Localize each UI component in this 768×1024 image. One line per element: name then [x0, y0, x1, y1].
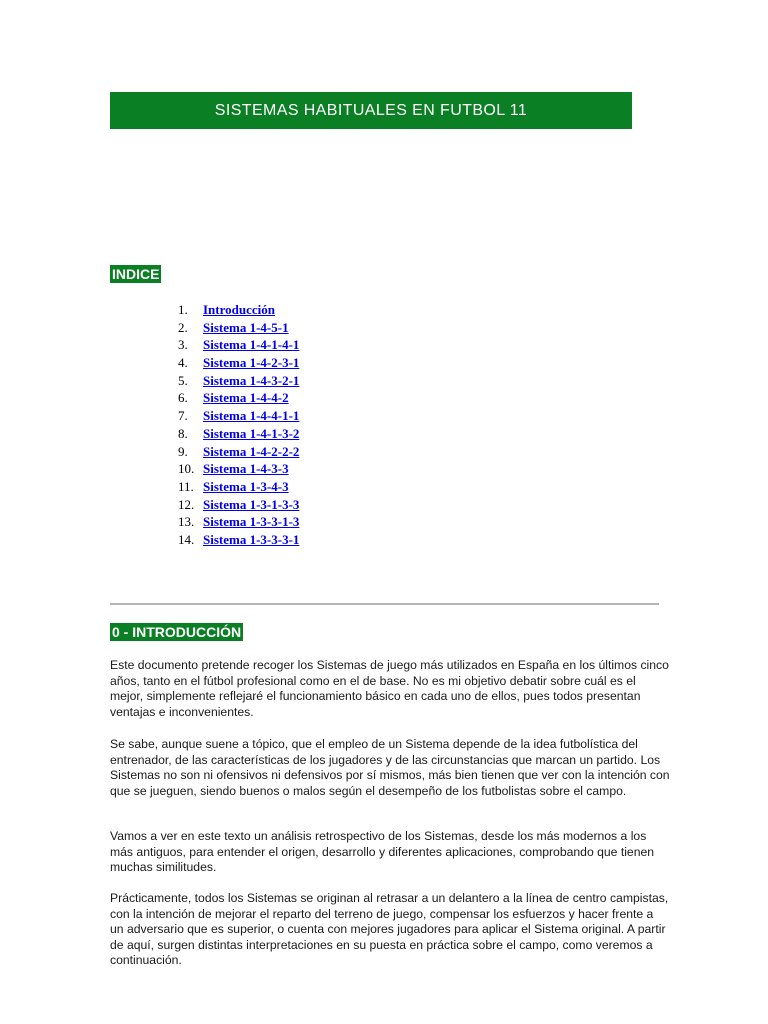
toc-item	[178, 443, 299, 461]
toc-link[interactable]: Sistema 1-4-3-2-1	[203, 372, 300, 388]
toc-item	[178, 389, 299, 407]
toc-link[interactable]: Sistema 1-4-1-4-1	[203, 337, 300, 353]
toc-number: 7.	[178, 408, 188, 424]
introduction-heading: 0 - INTRODUCCIÓN	[112, 624, 242, 640]
toc-link[interactable]: Sistema 1-4-1-3-2	[203, 425, 300, 441]
toc-link[interactable]: Sistema 1-4-3-3	[203, 461, 289, 477]
intro-paragraph: Vamos a ver en este texto un análisis retrospectivo de los Sistemas, desde los más modernos a los más antiguos, para entender el origen, desarrollo y diferentes aplicaciones, comprobando que tienen muchas similitudes.	[110, 829, 655, 874]
toc-link[interactable]: Sistema 1-4-4-1-1	[203, 408, 300, 424]
toc-number: 3.	[178, 337, 188, 353]
toc-item	[178, 478, 299, 496]
toc-item	[178, 372, 299, 390]
toc-link[interactable]: Sistema 1-3-4-3	[203, 478, 289, 494]
toc-number: 11.	[178, 478, 194, 494]
toc-link[interactable]: Sistema 1-4-2-2-2	[203, 443, 300, 459]
toc-number: 8.	[178, 425, 188, 441]
toc-number: 1.	[178, 302, 188, 317]
intro-paragraph: Este documento pretende recoger los Sistemas de juego más utilizados en España en los últimos cinco años, tanto en el fútbol profesional como en el de base. No es mi objetivo debatir sobre cuál es el mejor, simplemente reflejaré el funcionamiento básico en cada uno de ellos, pues todos presentan ventajas e inconvenientes.	[110, 658, 669, 719]
toc-number: 12.	[178, 496, 195, 512]
intro-paragraph: Prácticamente, todos los Sistemas se originan al retrasar a un delantero a la línea de centro campistas, con la intención de mejorar el reparto del terreno de juego, compensar los esfuerzos y hacer frente a un adversario que es superior, o cuenta con mejores jugadores para aplicar el Sistema original. A partir de aquí, surgen distintas interpretaciones en su puesta en práctica sobre el campo, como veremos a continuación.	[110, 891, 669, 967]
toc-number: 9.	[178, 443, 188, 459]
toc-link[interactable]: Sistema 1-4-5-1	[203, 319, 289, 335]
toc-item	[178, 354, 299, 372]
toc-item	[178, 407, 299, 425]
index-heading: INDICE	[112, 266, 160, 282]
toc-number: 6.	[178, 390, 188, 406]
table-of-contents	[178, 301, 299, 549]
toc-item	[178, 425, 299, 443]
toc-link[interactable]: Sistema 1-4-2-3-1	[203, 355, 300, 371]
section-divider	[110, 603, 659, 605]
toc-number: 13.	[178, 514, 195, 530]
toc-item	[178, 460, 299, 478]
toc-item	[178, 531, 299, 549]
toc-item	[178, 301, 299, 319]
document-title: SISTEMAS HABITUALES EN FUTBOL 11	[110, 92, 632, 129]
toc-link[interactable]: Introducción	[203, 302, 275, 317]
toc-link[interactable]: Sistema 1-3-3-3-1	[203, 531, 300, 547]
toc-item	[178, 336, 299, 354]
intro-paragraph: Se sabe, aunque suene a tópico, que el empleo de un Sistema depende de la idea futbolística del entrenador, de las características de los jugadores y de las circunstancias que marcan un partido. Los Sistemas no son ni ofensivos ni defensivos por sí mismos, más bien tienen que ver con la intención con que se jueguen, siendo buenos o malos según el desempeño de los futbolistas sobre el campo.	[110, 737, 670, 798]
toc-item	[178, 513, 299, 531]
toc-number: 10.	[178, 461, 195, 477]
toc-number: 5.	[178, 372, 188, 388]
toc-number: 2.	[178, 319, 188, 335]
toc-link[interactable]: Sistema 1-3-1-3-3	[203, 496, 300, 512]
toc-item	[178, 319, 299, 337]
toc-item	[178, 496, 299, 514]
toc-number: 4.	[178, 355, 188, 371]
toc-link[interactable]: Sistema 1-4-4-2	[203, 390, 289, 406]
toc-link[interactable]: Sistema 1-3-3-1-3	[203, 514, 300, 530]
toc-number: 14.	[178, 531, 195, 547]
